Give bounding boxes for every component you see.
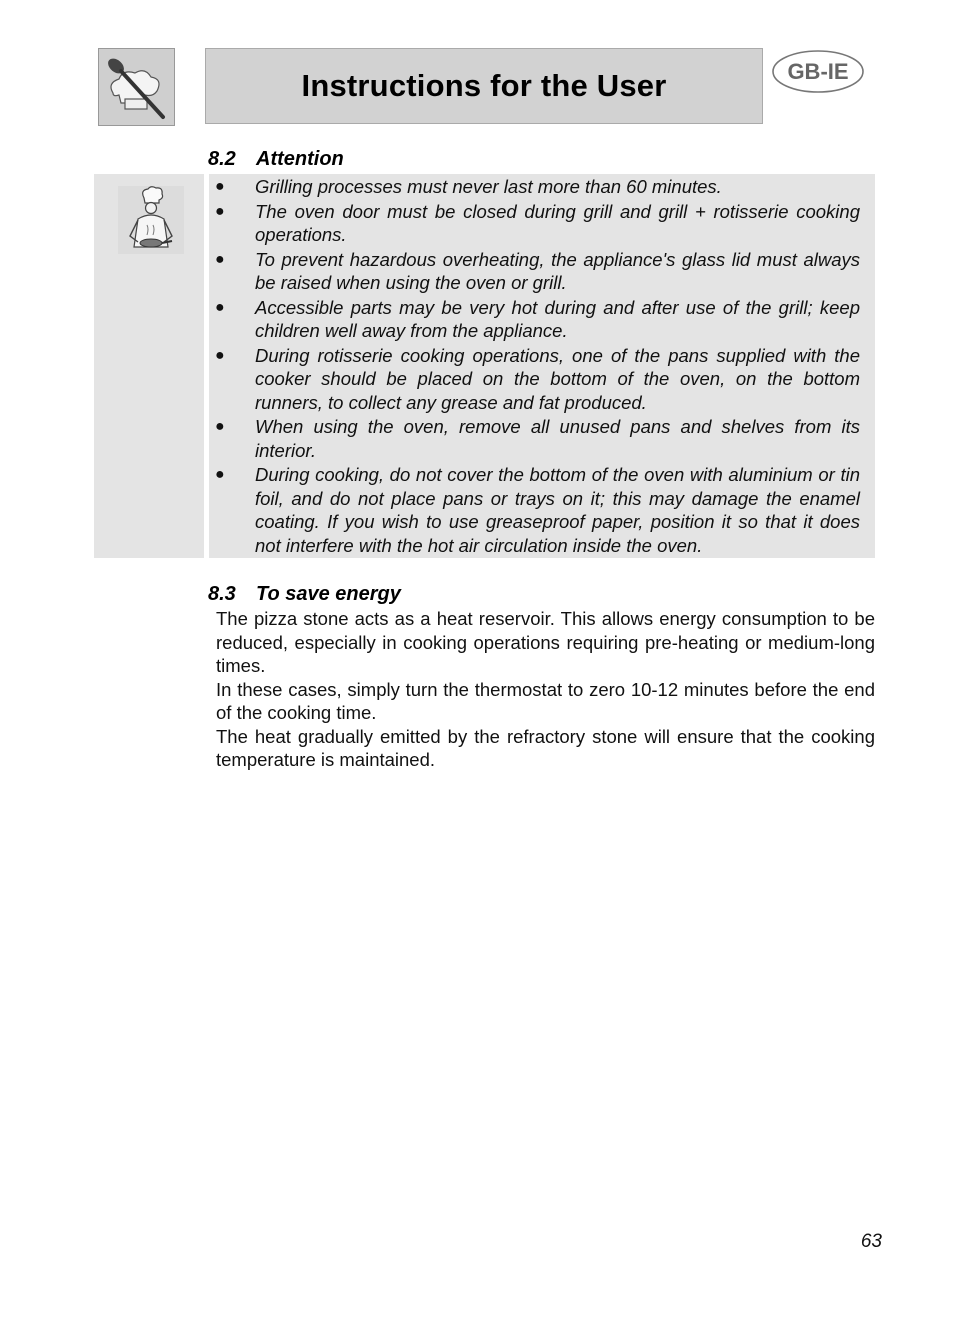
section-title: Attention — [256, 148, 344, 170]
bullet-icon: ● — [215, 250, 225, 268]
bullet-icon: ● — [215, 298, 225, 316]
bullet-icon: ● — [215, 418, 225, 435]
list-item: ● During cooking, do not cover the bottom of the oven with aluminium or tin foil, and do not place pans or trays on it; this may damage the enamel coating. If you wish to use greaseproof paper, position it so that it does not interfere with the hot air circulation inside the oven. — [215, 464, 860, 556]
bullet-icon: ● — [215, 202, 225, 220]
paragraph: The heat gradually emitted by the refractory stone will ensure that the cooking temperature is maintained. — [216, 725, 875, 770]
bullet-icon: ● — [215, 346, 225, 364]
list-item: ● Accessible parts may be very hot during and after use of the grill; keep children well away from the appliance. — [215, 296, 860, 341]
page-number: 63 — [860, 1231, 882, 1252]
list-item: ● During rotisserie cooking operations, one of the pans supplied with the cooker should be placed on the bottom of the oven, on the bottom runners, to collect any grease and fat produced. — [215, 344, 860, 413]
attention-list — [209, 175, 860, 558]
chef-with-pan-icon — [118, 186, 184, 254]
spoon-chef-hat-icon — [99, 49, 174, 125]
section-number: 8.3 — [208, 583, 236, 605]
section-title: To save energy — [256, 583, 401, 605]
paragraph: In these cases, simply turn the thermostat to zero 10-12 minutes before the end of the cooking time. — [216, 678, 875, 723]
paragraph: The pizza stone acts as a heat reservoir. This allows energy consumption to be reduced, especially in cooking operations requiring pre-heating or medium-long times. — [216, 608, 875, 676]
bullet-icon: ● — [215, 466, 225, 483]
section-heading-energy — [208, 583, 401, 606]
attention-box — [209, 174, 875, 558]
list-item: ● When using the oven, remove all unused pans and shelves from its interior. — [215, 416, 860, 461]
energy-body — [216, 607, 875, 772]
header-title-bar — [205, 48, 763, 124]
list-item: ● The oven door must be closed during grill and grill + rotisserie cooking operations. — [215, 200, 860, 245]
list-item: ● To prevent hazardous overheating, the appliance's glass lid must always be raised when using the oven or grill. — [215, 248, 860, 293]
section-number: 8.2 — [208, 148, 236, 170]
bullet-icon: ● — [215, 178, 225, 195]
brand-logo — [98, 48, 175, 126]
list-item: ● Grilling processes must never last more than 60 minutes. — [215, 176, 722, 197]
page-title: Instructions for the User — [301, 68, 667, 103]
region-badge — [772, 50, 864, 93]
region-badge-label: GB-IE — [787, 59, 849, 84]
section-heading-attention — [208, 148, 344, 171]
